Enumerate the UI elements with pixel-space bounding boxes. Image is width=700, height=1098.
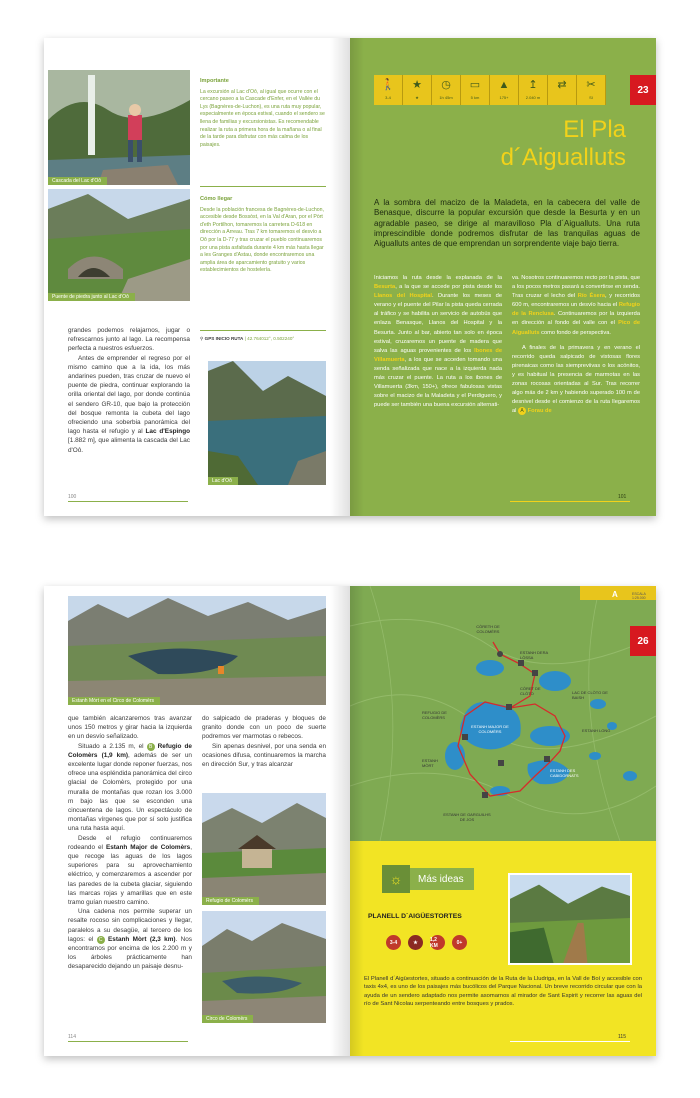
stat-cell (374, 75, 403, 105)
divider (200, 330, 326, 331)
map-label: ESTANH DERA LÒSSA (520, 650, 548, 660)
gps-row: ⚲ GPS INICIO RUTA | 42.764012°, 0.502240° (200, 336, 295, 341)
photo-caption: Cascada del Lac d'Oô (48, 177, 107, 185)
important-box (200, 78, 326, 149)
stat-label: SI (589, 95, 593, 100)
divider (200, 186, 326, 187)
page-number: 114 (68, 1034, 76, 1040)
stat-cell (577, 75, 606, 105)
photo-puente (48, 189, 190, 301)
paragraph: grandes podemos relajarnos, jugar o refrescarnos junto al lago. La recompensa perfecta a nuestros esfuerzos. (68, 327, 190, 353)
stat-label: 5 km (470, 95, 480, 100)
book-spread-1 (44, 38, 656, 516)
tools-icon: ✂ (586, 79, 596, 91)
map-label: CÒRET DE CLÒTO (520, 686, 541, 696)
gps-icon: ⚲ (200, 336, 205, 341)
map-label: ESTANH LONG (582, 728, 611, 733)
title-line-2: d´Aigualluts (500, 144, 626, 171)
lead-paragraph: A la sombra del macizo de la Maladeta, en la cabecera del valle de Benasque, discurre la popular excursión que desde la Besurta y en un agradable paseo, se dirige al maravilloso Pla d´Aigualluts. Una ruta imprescindible donde podremos disfrutar de las tranquilas aguas de Aigualluts antes de que emprendan un sorprendente viaje bajo tierra. (374, 198, 640, 249)
paragraph: Desde el refugio continuaremos rodeando el Estanh Major de Colomèrs, que recoge las aguas de los lagos superiores para su aprovechamiento eléctrico, y comenzaremos a ascender por las paredes de la cubeta glaciar, siguiendo las marcas rojas y amarillas que en este tramo guían nuestro camino. (68, 834, 192, 907)
waypoint-marker: B (147, 743, 155, 751)
map-marker-a: A (612, 590, 618, 599)
paragraph: Una cadena nos permite superar un resalte rocoso sin complicaciones y llegar, paralelos a su desagüe, al tercero de los lagos: el C Estanh Mòrt (2,3 km). Nos encontramos por encima de los 2.200 m y los árboles prácticamente han desaparecido dejando un paisaje desnu- (68, 908, 192, 971)
photo-caption: Estanh Mòrt en el Circo de Colomèrs (68, 697, 160, 705)
body-column-1: Iniciamos la ruta desde la explanada de la Besurta, a la que se accede por pista desde los Llanos del Hospital. Durante los meses de verano y el puente del Pilar la pista queda cerrada al tráfico y se habilita un servicio de autobús que enlaza Benasque, Llanos del Hospital y la Besurta. Junto al bar, abierto tan solo en época estival, cruzaremos un puente de madera que salva las aguas provenientes de los Ibones de Villamuerta, a los que se acceden tomando una senda señalizada que nace a la izquierda nada más cruzar el puente. La ruta a los ibones de Villamuerta (3km, 150+), ofrece fabulosas vistas sobre el macizo de la Maladeta y el Perdiguero, y puede ser también una buena excursión alternati- (374, 275, 503, 409)
photo-lac (208, 361, 326, 485)
book-spread-2 (44, 586, 656, 1056)
walker-icon: 🚶 (381, 79, 395, 91)
stat-cell (548, 75, 577, 105)
paragraph: do salpicado de praderas y bloques de granito donde con un poco de suerte podremos ver marmotas o rebecos. (202, 715, 326, 741)
mountain-icon: 0+ (452, 935, 467, 950)
page-115 (350, 586, 656, 1056)
clock-icon: ◷ (441, 79, 451, 91)
body-text-column (68, 326, 190, 455)
map-label: CÒRETH DE COLOMÈRS (476, 624, 500, 634)
mountain-icon: ▲ (498, 79, 510, 91)
page-number: 115 (618, 1034, 626, 1040)
how-to-get-title: Cómo llegar (200, 196, 233, 202)
important-title: Importante (200, 78, 229, 84)
photo-cascada (48, 70, 190, 185)
distance-icon: ▭ (469, 79, 481, 91)
waypoint-marker: A (518, 407, 526, 415)
paragraph: que también alcanzaremos tras avanzar unos 150 metros y girar hacia la izquierda en un desvío señalizado. (68, 715, 192, 741)
walker-icon: 3-4 (386, 935, 401, 950)
paragraph: Situado a 2.135 m, el B Refugio de Colomèrs (1,9 km), además de ser un excelente lugar donde reponer fuerzas, nos ofrece una espléndida panorámica del circo glacial de Colomèrs, protegido por una muralla de montañas que rozan los 3.000 m bajo las que se esconden una cincuentena de lagos. Un espectáculo de montañas vírgenes que por sí solo justifica una ruta hasta aquí. (68, 742, 192, 833)
paragraph: Antes de emprender el regreso por el mismo camino que a la ida, los más andarines pueden, tras cruzar de nuevo el puente de piedra, continuar explorando la orilla oriental del lago, por donde continúa el sendero GR-10, que bajo la protección del bosque remonta la cubeta del lago ofreciendo una soberbia panorámica del lago hasta el refugio y al Lac d'Espingo [1.882 m], que alimenta la cascada del Lac d'Oô. (68, 354, 191, 454)
footer-rule (68, 1041, 188, 1042)
stat-cell (432, 75, 461, 105)
page-number: 101 (618, 494, 627, 500)
map-label: REFUGIO DE COLOMÈRS (422, 710, 447, 720)
photo-planell (508, 873, 632, 965)
photo-caption: Circo de Colomèrs (202, 1015, 253, 1023)
mas-ideas-box (350, 841, 656, 1056)
map-scale-text: ESCALA 1:25.000 (632, 592, 646, 600)
stat-cell (519, 75, 548, 105)
star-icon: ★ (412, 79, 422, 91)
stat-cell (490, 75, 519, 105)
route-title (501, 116, 626, 172)
important-text: La excursión al Lac d'Oô, al igual que ocurre con el cercano paseo a la Cascade d'Enfer, en el Vallée du Lys (Bagnères-de-Luchon), es una ruta muy popular, especialmente en época estival, cuando el sendero se llena de familias y excursionistas. Es recomendable realizar la ruta a primera hora de la mañana o al final de la tarde para disfrutar con más calma de los paisajes. (200, 88, 325, 148)
return-icon: ⇄ (557, 79, 567, 91)
title-line-1: El Pla (563, 116, 626, 143)
stat-cell (403, 75, 432, 105)
gps-value: 42.764012°, 0.502240° (247, 336, 295, 341)
page-100 (44, 38, 350, 516)
map-label: ESTANH DE GARGUILHS DE JOS (443, 812, 491, 822)
route-number-badge: 26 (630, 626, 656, 656)
how-to-get-box (200, 196, 326, 275)
footer-rule (510, 501, 630, 502)
mas-ideas-stats (386, 935, 506, 955)
photo-estanh-mort (68, 596, 326, 705)
waypoint-marker: C (97, 936, 105, 944)
lightbulb-icon: ☼ (382, 865, 410, 893)
stat-cell (461, 75, 490, 105)
stat-label: ★ (415, 95, 419, 100)
photo-caption: Puente de piedra junto al Lac d'Oô (48, 293, 135, 301)
footer-rule (68, 501, 188, 502)
stat-label: 175+ (499, 95, 509, 100)
paragraph: Sin apenas desnivel, por una senda en ocasiones difusa, continuaremos la marcha en dirección Sur, y tras alcanzar (202, 742, 326, 769)
photo-caption: Lac d'Oô (208, 477, 238, 485)
photo-refugio (202, 793, 326, 905)
body-column-1 (68, 714, 192, 972)
mas-ideas-subtitle: PLANELL D´AIGÜESTORTES (368, 913, 462, 920)
body-column-2 (202, 714, 326, 769)
stat-label: 2.040 m (525, 95, 541, 100)
photo-circo (202, 911, 326, 1023)
stat-label: 3-4 (385, 95, 391, 100)
gps-label: GPS INICIO RUTA (204, 336, 244, 341)
footer-rule (510, 1041, 630, 1042)
how-to-get-text: Desde la población francesa de Bagnères-de-Luchon, accesible desde Bossòst, en la Val d'Aran, por el Pòrt d'eth Portilhon, tomaremos la carretera D-618 en dirección a Arreau. Tras 7 km tomaremos el desvío a Oô por la D-77 y tras cruzar el pueblo continuaremos por una pista asfaltada durante 4 km más hasta llegar a les Granges d'Astau, donde encontraremos una amplia área de aparcamiento gratuito y varios establecimientos de hostelería. (200, 206, 325, 274)
page-number: 100 (68, 494, 77, 500)
mas-ideas-header: Más ideas (386, 868, 474, 890)
route-map (350, 586, 656, 841)
map-label: ESTANH MAJOR DE COLOMÈRS (471, 724, 509, 734)
map-label: ESTANH DES CABIDORNATS (550, 768, 579, 778)
route-stats-bar (374, 75, 606, 105)
route-number-badge: 23 (630, 75, 656, 105)
body-column-2: va. Nosotros continuaremos recto por la pista, que a los pocos metros pasará a convertirse en senda. Tras cruzar el lecho del Río Ésera, y recorridos 600 m, encontraremos un desvío hacia el Refugio de la Renclusa. Continuaremos por la izquierda en dirección al fondo del valle con el Pico de Aigualluts como fondo de perspectiva. A finales de la primavera y en verano el recorrido queda salpicado de vistosas flores pirenaicas como las siempreviivas o los acónitos, y es habitual la presencia de marmotas en las zonas rocosas orientadas al Sur. Tras recorrer algo más de 2 km y habiendo superado 100 m de desnivel desde el comienzo de la ruta llegaremos al A Forau de (512, 275, 640, 415)
map-label: LAC DE CLÒTO DE BAISH (572, 690, 608, 700)
mas-ideas-text: El Planell d´Aigüestortes, situado a continuación de la Ruta de la Lludriga, en la Vall de Boí y accesible con taxis 4x4, es uno de los paisajes más bucólicos del Parque Nacional. Un breve recorrido circular que con la ayuda de un sendero adaptado nos permite asomarnos al mirador de Sant Espirit y recorrer las aguas del río de Sant Nicolau serpenteando entre bosques y prados. (364, 976, 642, 1008)
map-label: ESTANH MÒRT (422, 758, 438, 768)
photo-caption: Refugio de Colomèrs (202, 897, 259, 905)
page-114 (44, 586, 350, 1056)
star-icon: ★ (408, 935, 423, 950)
stat-label: 1h 45m (439, 95, 453, 100)
page-101 (350, 38, 656, 516)
altitude-icon: ↥ (528, 79, 538, 91)
distance-icon: 1,2 KM (430, 935, 445, 950)
